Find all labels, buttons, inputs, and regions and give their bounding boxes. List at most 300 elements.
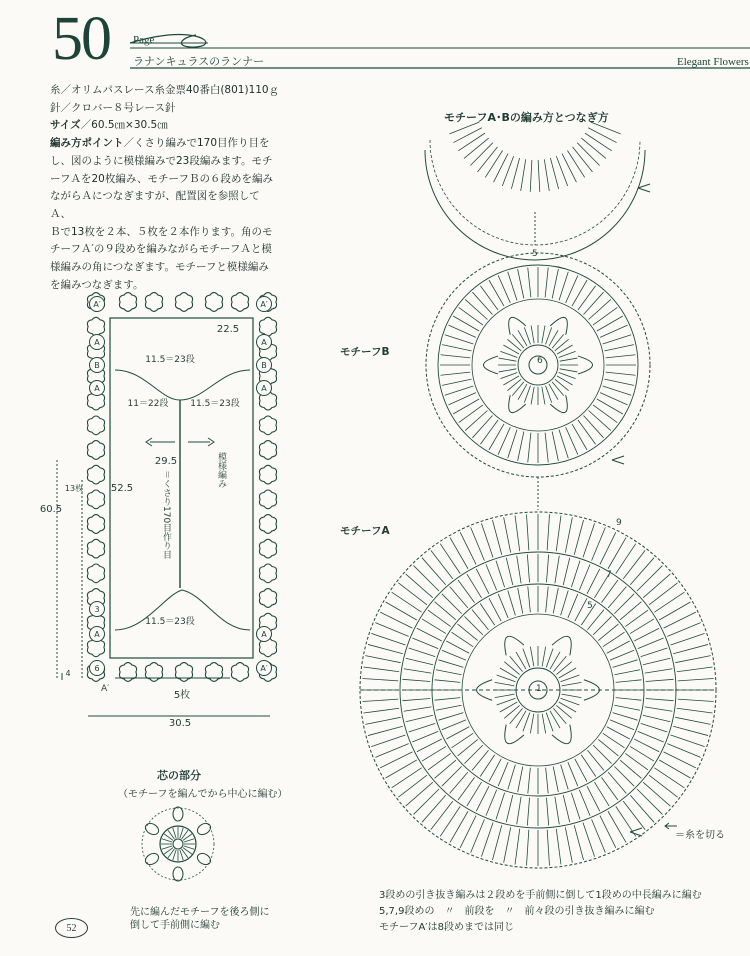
motif-a-stitch-2 [546,649,553,668]
motif-b-stitch-5 [578,420,596,444]
marker-a-5: 5 [587,601,593,611]
motif-a-stitch-7 [527,798,529,826]
core-diagram [130,798,250,898]
motif-a-stitch-2 [542,647,545,667]
instructions [50,82,280,294]
layout-flower-right [259,465,276,484]
motif-a-stitch-5 [436,705,462,710]
core-petal [195,851,212,867]
point-line-1: し、図のように模様編みで23段編みます。モチ [50,154,273,167]
motif-a-stitch-7 [412,638,438,649]
marker-b-5: 5 [532,249,538,259]
center-width-label: 29.5 [154,456,178,467]
motif-a-stitch-9 [431,550,453,579]
layout-flower-left [87,416,104,435]
motif-b-stitch-2 [507,379,521,391]
motif-b-stitch-5 [442,345,471,351]
motif-a-stitch-5 [508,590,516,615]
motif-a-stitch-5 [607,641,630,653]
motif-a-stitch-9 [654,592,684,612]
motif-a-stitch-9 [504,827,511,862]
point-line-3: ながらＡにつなぎますが、配置図を参照してＡ、 [50,190,260,220]
motif-a-stitch-9 [371,735,405,747]
layout-flower-bottom [231,663,248,682]
motif-a-stitch-7 [402,679,430,681]
motif-b-stitch-2 [499,369,517,372]
motif-a-stitch-7 [638,731,664,742]
motif-a-stitch-7 [486,564,497,590]
motif-a-stitch-2 [497,675,516,682]
motif-label-a-bl: A [89,626,105,642]
bottom-count-label: 5枚 [173,690,191,701]
marker-a-7: 7 [606,570,612,580]
right-title: モチーフA･Bの編み方とつなぎ方 [444,111,609,124]
motif-b-stitch-5 [552,269,558,298]
motif-a-stitch-7 [467,574,482,598]
motif-b-stitch-2 [555,379,569,391]
point-line-6: 様編みの角につなぎます。モチーフと模様編み [50,261,269,274]
motif-b-stitch-2 [531,387,534,405]
motif-a-stitch-2 [562,694,582,697]
top-motif-stitch [577,143,599,166]
motif-a-stitch-5 [568,762,578,786]
page-word: Page [133,34,155,46]
motif-b-stitch-5 [508,430,517,459]
motif-b-stitch-5 [559,272,568,301]
layout-flower-bottom [119,663,136,682]
motif-b-stitch-5 [445,335,474,344]
top-motif-stitch [511,158,519,189]
top-motif-stitch [585,133,612,151]
top-motif-arc [425,150,645,260]
motif-b-stitch-5 [589,411,611,431]
motif-b-stitch-2 [499,358,517,361]
motif-b-petal [550,395,567,412]
marker-a-1: 1 [536,684,542,694]
motif-a-stitch-7 [630,619,654,634]
motif-a-stitch-2 [550,711,560,728]
motif-a-stitch-9 [406,782,433,806]
series-title: Elegant Flowers [677,56,749,68]
layout-flower-right [259,441,276,460]
top-motif-stitch [453,128,481,143]
motif-b-stitch-5 [545,268,548,298]
row-top-label: 11.5＝23段 [145,355,195,365]
motif-a-stitch-9 [414,789,439,814]
motif-b-stitch-2 [542,326,545,344]
motif-b-stitch-2 [518,330,527,346]
motif-a-label: モチーフA [340,525,390,537]
motif-a-stitch-7 [406,715,433,722]
motif-b-stitch-2 [552,382,564,396]
motif-a-stitch-7 [646,679,674,681]
motif-a-stitch-7 [404,669,432,673]
core-subtitle: （モチーフを編んでから中心に編む） [118,789,288,800]
motif-a-stitch-9 [422,558,446,585]
motif-a-stitch-9 [431,801,453,830]
motif-b-stitch-2 [549,330,558,346]
motif-a-stitch-9 [583,823,595,857]
motif-a-stitch-5 [575,759,587,782]
motif-a-stitch-9 [515,516,520,552]
motif-a-stitch-9 [592,527,606,560]
layout-flower-left [87,465,104,484]
core-outer [142,808,214,880]
core-stitch [184,846,194,849]
motif-a-stitch-7 [527,554,529,582]
motif-a-stitch-7 [555,556,559,584]
motif-a-stitch-7 [409,648,436,657]
total-width-label: 30.5 [168,718,192,729]
motif-a-stitch-5 [442,720,466,730]
motif-a-stitch-7 [571,793,580,820]
motif-b-stitch-5 [508,272,517,301]
motif-a-stitch-5 [518,767,523,793]
motif-a-stitch-5 [442,650,466,660]
motif-b-stitch-5 [459,307,483,325]
pattern-label: 模様編み [216,452,226,488]
motif-a-stitch-2 [550,652,560,669]
motif-b-stitch-5 [528,268,531,298]
motif-b-stitch-5 [552,432,558,461]
motif-a-stitch-7 [402,698,430,700]
layout-flower-left [87,515,104,534]
motif-b-stitch-2 [557,376,573,385]
motif-a-stitch-9 [526,830,528,866]
motif-b-stitch-5 [442,379,471,385]
motif-a-stitch-2 [500,702,517,712]
motif-label-b-l: B [89,357,105,373]
motif-a-stitch-2 [510,656,523,671]
motif-b-stitch-5 [578,286,596,310]
motif-a-stitch-5 [528,768,531,794]
motif-a-stitch-7 [496,793,505,820]
motif-a-stitch-9 [616,544,636,574]
motif-b-stitch-2 [560,358,578,361]
motif-b-stitch-5 [605,345,634,351]
motif-b-stitch-2 [503,345,519,354]
motif-b-stitch-5 [465,299,487,319]
motif-a-stitch-9 [574,520,583,555]
side-count-label: 13枚 [64,484,84,493]
motif-a-stitch-9 [364,708,400,713]
motif-a-stitch-5 [546,768,549,794]
motif-a-stitch-9 [675,656,710,663]
motif-a-stitch-9 [667,623,700,637]
motif-a-stitch-5 [489,759,501,782]
motif-b-stitch-5 [545,433,548,463]
motif-a-stitch-5 [553,588,558,614]
motif-a-stitch-5 [489,598,501,621]
motif-a-stitch-5 [546,587,549,613]
layout-flower-bottom [145,663,162,682]
core-center [173,839,183,849]
yarn-line: 糸／オリムパスレース糸金票40番白(801)110ｇ [50,84,280,96]
top-motif-stitch [470,143,492,166]
motif-a-stitch-5 [561,590,569,615]
layout-flower-right [259,589,276,608]
motif-a-stitch-7 [645,707,673,711]
motif-a-stitch-7 [517,556,521,584]
motif-b-stitch-5 [441,355,471,358]
motif-a-stitch-9 [673,644,708,653]
motif-a-stitch-9 [440,544,460,574]
header-rule [0,0,750,90]
layout-flower-top [119,293,136,312]
cut-arrow [630,828,642,836]
motif-a-stitch-2 [553,708,566,723]
top-motif-stitch [550,158,558,189]
motif-a-stitch-5 [518,588,523,614]
motif-b-stitch-2 [500,373,517,379]
motif-a-stitch-2 [561,675,580,682]
motif-a-stitch-5 [568,594,578,618]
layout-flower-left [87,539,104,558]
motif-b-stitch-5 [605,379,634,385]
motif-b-stitch-5 [603,386,632,395]
motif-a-stitch-7 [638,638,664,649]
motif-a-stitch-9 [440,806,460,836]
core-note-1: 先に編んだモチーフを後ろ側に [130,907,270,918]
motif-a-stitch-7 [517,797,521,825]
motif-a-stitch-9 [649,583,678,605]
motif-a-stitch-7 [579,564,590,590]
motif-a-stitch-2 [559,702,576,712]
motif-a-stitch-7 [594,782,609,806]
footer-page-number: 52 [55,918,88,938]
motif-a-stitch-2 [562,682,582,685]
motif-b-stitch-5 [603,335,632,344]
layout-flower-right [259,490,276,509]
cut-legend-arrow [665,823,677,829]
core-petal [173,867,183,881]
motif-a-petal [552,725,571,744]
motif-a-stitch-7 [634,628,659,641]
motif-a-stitch-9 [592,819,606,852]
motif-a-stitch-7 [555,797,559,825]
motif-label-a-prime-tr: A′ [256,296,272,312]
motif-a-stitch-9 [556,829,561,865]
motif-a-stitch-2 [561,698,580,705]
motif-a-stitch-2 [504,705,519,718]
core-stitch [162,846,172,849]
motif-a-stitch-7 [563,795,570,822]
core-petal [195,821,212,837]
motif-b-stitch-5 [606,355,636,358]
motif-a-stitch-9 [623,801,645,830]
motif-b-stitch-2 [542,387,545,405]
motif-label-a-r2: A [256,380,272,396]
top-motif-stitch [567,150,584,177]
motif-a-stitch-9 [392,768,422,788]
motif-a-stitch-5 [615,670,641,675]
motif-a-stitch-9 [556,516,561,552]
motif-label-a-l2: A [89,380,105,396]
motif-a-stitch-7 [587,569,600,594]
motif-b-petal [550,317,567,334]
top-motif-stitch [530,160,532,192]
motif-a-stitch-9 [362,678,398,680]
motif-label-a-r1: A [256,334,272,350]
top-motif-stitch [458,133,485,151]
motif-b-petal [578,356,592,374]
motif-a-stitch-9 [398,775,427,797]
motif-a-stitch-9 [643,574,670,598]
motif-b-stitch-2 [524,327,530,344]
top-motif-stitch [464,138,489,158]
motif-a-stitch-9 [671,735,705,747]
layout-flower-right [259,539,276,558]
motif-a-stitch-7 [476,569,489,594]
layout-flower-top [145,293,162,312]
motif-a-stitch-7 [486,790,497,816]
motif-a-stitch-5 [438,660,463,668]
motif-a-stitch-2 [530,714,533,734]
motif-a-stitch-7 [571,561,580,588]
motif-a-stitch-7 [406,658,433,665]
motif-b-stitch-5 [465,411,487,431]
motif-a-stitch-9 [630,558,654,585]
motif-a-stitch-2 [523,713,530,732]
motif-a-stitch-5 [436,670,462,675]
motif-a-stitch-7 [496,561,505,588]
core-note-2: 倒して手前側に編む [130,920,220,931]
motif-a-stitch-2 [556,705,571,718]
top-motif-stitch [485,150,502,177]
page-number: 50 [52,5,110,73]
motif-a-stitch-2 [553,656,566,671]
motif-a-stitch-2 [523,649,530,668]
motif-b-stitch-5 [480,420,498,444]
motif-a-stitch-5 [610,650,634,660]
core-stitch [173,850,176,860]
motif-a-stitch-9 [583,523,595,557]
motif-a-stitch-9 [623,550,645,579]
point-line-4: Ｂで13枚を２本、５枚を２本作ります。角のモ [50,225,273,238]
motif-a-stitch-7 [643,658,670,665]
motif-a-stitch-9 [398,583,427,605]
motif-b-stitch-5 [584,292,604,314]
motif-a-stitch-5 [607,727,630,739]
motif-b-petal [509,395,526,412]
motif-b-stitch-5 [589,299,611,319]
top-motif-stitch [591,122,621,134]
motif-a-stitch-5 [508,765,516,790]
layout-flower-right [259,416,276,435]
motif-b-stitch-2 [503,376,519,385]
motif-a-stitch-5 [613,660,638,668]
motif-b-stitch-2 [507,339,521,351]
motif-a-stitch-9 [565,517,572,552]
motif-label-a-prime-br: A′ [256,660,272,676]
motif-b-stitch-5 [441,372,471,375]
motif-a-stitch-9 [637,566,662,591]
motif-a-stitch-2 [516,652,526,669]
motif-a-stitch-5 [610,720,634,730]
motif-b-stitch-5 [518,432,524,461]
motif-label-b-r: B [256,357,272,373]
inner-height-label: 52.5 [110,483,134,494]
motif-b-stitch-2 [512,382,524,396]
layout-flower-left [87,490,104,509]
motif-a-stitch-9 [630,795,654,822]
center-chain-label: ＝くさり170目作り目 [161,470,171,560]
motif-a-stitch-9 [515,829,520,865]
motif-a-stitch-2 [500,668,517,678]
size-line: サイズ／60.5㎝×30.5㎝ [50,119,168,132]
top-motif-stitch [449,122,479,134]
motif-a-stitch-9 [637,789,662,814]
motif-b-stitch-2 [546,327,552,344]
motif-a-stitch-9 [414,566,439,591]
bottom-note-3: モチーフA′は8段めまでは同じ [379,922,514,933]
motif-a-stitch-7 [412,731,438,742]
motif-a-stitch-9 [565,827,572,862]
motif-b-stitch-2 [518,384,527,400]
motif-a-stitch-9 [673,726,708,735]
cut-arrow [638,184,650,192]
motif-a-stitch-7 [587,786,600,811]
motif-a-stitch-9 [671,633,705,645]
motif-a-stitch-7 [506,558,513,585]
layout-flower-top [205,293,222,312]
motif-a-stitch-9 [677,708,713,713]
motif-b-stitch-2 [557,345,573,354]
layout-flower-right [259,564,276,583]
motif-a-stitch-9 [365,656,400,663]
motif-b-stitch-2 [500,351,517,357]
motif-a-stitch-7 [641,723,668,732]
motif-a-petal [505,636,524,655]
layout-flower-right [259,515,276,534]
motif-a-stitch-9 [365,717,400,724]
motif-a-stitch-9 [678,678,714,680]
motif-b-stitch-5 [559,430,568,459]
motif-a-stitch-9 [392,592,422,612]
motif-label-a-prime-tl: A′ [89,296,105,312]
motif-a-stitch-9 [492,825,501,860]
motif-diagram [320,120,750,880]
motif-b-stitch-5 [459,405,483,423]
motif-b-stitch-5 [472,292,492,314]
motif-a-stitch-9 [677,667,713,672]
top-motif-stitch [572,147,592,172]
motif-b-stitch-2 [559,351,576,357]
motif-a-stitch-2 [495,682,515,685]
point-line-0: 編み方ポイント／くさり編みで170目作り目を [50,137,270,150]
motif-a-stitch-7 [645,669,673,673]
motif-a-stitch-7 [417,628,442,641]
motif-a-stitch-7 [476,786,489,811]
motif-a-stitch-2 [497,698,516,705]
core-stitch [173,828,176,838]
motif-b-stitch-2 [559,373,576,379]
top-motif-stitch [581,138,606,158]
motif-a-stitch-9 [471,527,485,560]
motif-a-stitch-9 [526,514,528,550]
motif-a-stitch-2 [559,668,576,678]
motif-b-stitch-2 [512,334,524,348]
motif-a-stitch-7 [422,619,446,634]
motif-a-stitch-5 [616,698,642,701]
motif-a-stitch-7 [417,739,442,752]
row-right-label: 11.5＝23段 [190,399,240,409]
motif-a-stitch-9 [616,806,636,836]
page-title: ラナンキュラスのランナー [133,55,265,68]
motif-b-stitch-2 [546,386,552,403]
motif-a-stitch-9 [649,775,678,797]
motif-a-stitch-5 [438,713,463,721]
